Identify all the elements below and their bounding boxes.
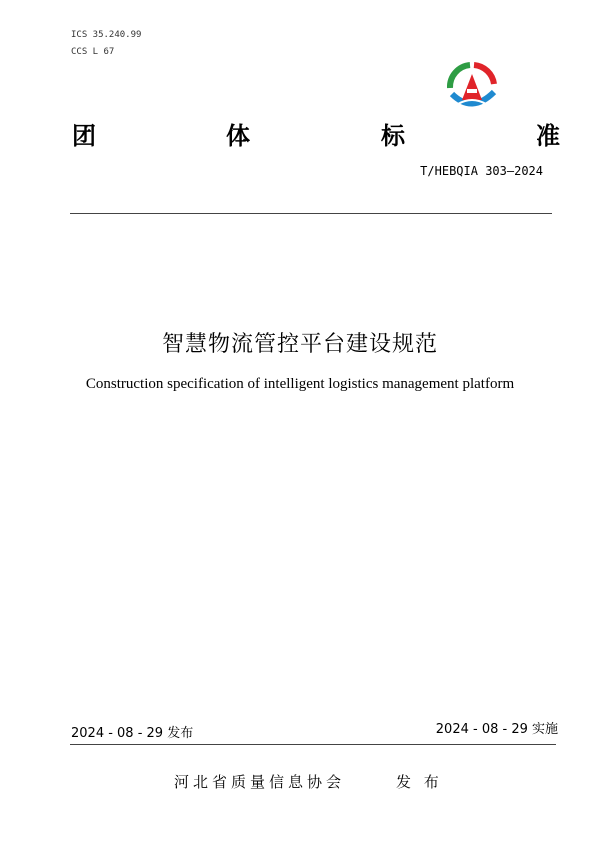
document-title-en: Construction specification of intelligent logistics management platform [85, 376, 515, 392]
bottom-divider [70, 744, 556, 745]
header-char-3: 标 [381, 122, 405, 150]
standard-code: T/HEBQIA 303—2024 [420, 164, 543, 178]
ccs-code: CCS L 67 [71, 47, 115, 57]
publisher-name: 河北省质量信息协会 [174, 773, 346, 791]
top-divider [70, 213, 552, 214]
association-logo-icon [444, 62, 500, 114]
document-title-cn: 智慧物流管控平台建设规范 [161, 332, 438, 357]
header-char-2: 体 [226, 122, 250, 150]
issued-label: 发 布 [396, 773, 443, 791]
header-char-4: 准 [536, 122, 560, 150]
header-char-1: 团 [72, 122, 96, 150]
publish-date: 2024 - 08 - 29 发布 [71, 726, 194, 741]
ics-code: ICS 35.240.99 [71, 30, 142, 40]
implement-date: 2024 - 08 - 29 实施 [435, 722, 558, 737]
